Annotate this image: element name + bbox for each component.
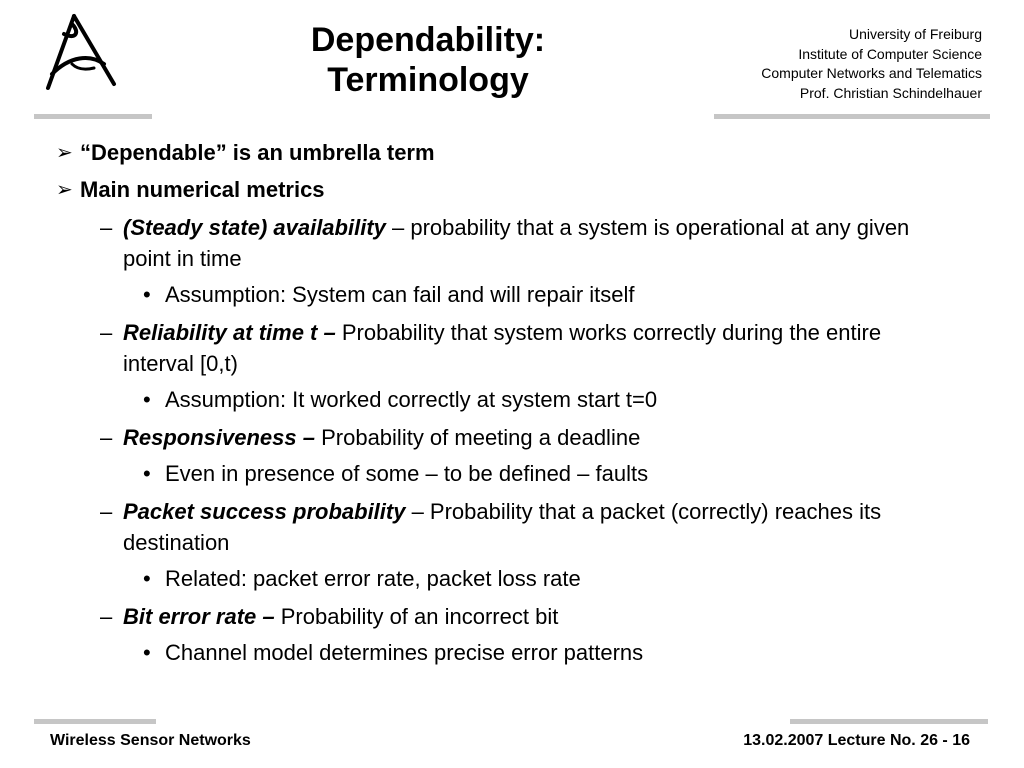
footer-rule-left: [34, 719, 156, 724]
metric-note-text: Even in presence of some – to be defined – faults: [165, 461, 649, 486]
metric-reliability: [100, 317, 958, 379]
metric-note: [143, 459, 986, 489]
institution-department: Computer Networks and Telematics: [761, 65, 982, 81]
metric-note-text: Related: packet error rate, packet loss rate: [165, 566, 581, 591]
dot-bullet: •: [143, 461, 151, 486]
metric-term: (Steady state) availability: [123, 215, 386, 240]
metric-responsiveness: [100, 422, 958, 453]
metric-note: [143, 564, 986, 594]
header-rule-left: [34, 114, 152, 119]
slide-title-line-2: Terminology: [327, 61, 529, 99]
dash-bullet: –: [100, 320, 113, 345]
dash-bullet: –: [100, 499, 113, 524]
slide-title: [250, 20, 606, 100]
metric-bit-error-rate: [100, 601, 958, 632]
metric-description: Probability of meeting a deadline: [314, 425, 641, 450]
bullet-text: Main numerical metrics: [80, 177, 325, 202]
footer-lecture-info: 13.02.2007 Lecture No. 26 - 16: [743, 732, 970, 749]
metric-description: Probability that system works correctly during the entire interval [0,t): [123, 320, 882, 376]
header-rule-right: [714, 114, 990, 119]
slide-title-line-1: Dependability:: [310, 21, 546, 59]
metric-term: Packet success probability: [123, 499, 406, 524]
metric-description: – probability that a system is operational at any given point in time: [123, 215, 910, 271]
footer-course: Wireless Sensor Networks: [50, 732, 251, 749]
metric-term: Responsiveness –: [123, 425, 315, 450]
dot-bullet: •: [143, 566, 151, 591]
institution-professor: Prof. Christian Schindelhauer: [799, 84, 982, 101]
metric-term: Reliability at time t –: [123, 320, 336, 345]
slide-body: [56, 138, 986, 675]
university-logo-icon: [34, 12, 124, 94]
metric-note-text: Assumption: System can fail and will repair itself: [165, 282, 635, 307]
metric-packet-success: [100, 496, 958, 558]
metric-note-text: Assumption: It worked correctly at system start t=0: [165, 387, 658, 412]
institution-university: University of Freiburg: [848, 26, 982, 42]
dot-bullet: •: [143, 640, 151, 665]
metric-note: [143, 280, 986, 310]
bullet-main-metrics: [56, 175, 986, 205]
metric-note-text: Channel model determines precise error patterns: [165, 640, 644, 665]
bullet-umbrella-term: [56, 138, 986, 168]
arrow-bullet-icon: ➢: [56, 142, 73, 164]
dash-bullet: –: [100, 604, 113, 629]
dot-bullet: •: [143, 282, 151, 307]
institution-block: [662, 25, 982, 103]
metric-description: Probability of an incorrect bit: [274, 604, 559, 629]
metric-availability: [100, 212, 958, 274]
arrow-bullet-icon: ➢: [56, 179, 73, 201]
dash-bullet: –: [100, 215, 113, 240]
metric-description: – Probability that a packet (correctly) reaches its destination: [123, 499, 882, 555]
footer-rule-right: [790, 719, 988, 724]
metric-term: Bit error rate –: [123, 604, 275, 629]
institution-institute: Institute of Computer Science: [798, 45, 982, 62]
dot-bullet: •: [143, 387, 151, 412]
metric-note: [143, 638, 986, 668]
bullet-text: “Dependable” is an umbrella term: [80, 140, 435, 165]
dash-bullet: –: [100, 425, 113, 450]
metric-note: [143, 385, 986, 415]
